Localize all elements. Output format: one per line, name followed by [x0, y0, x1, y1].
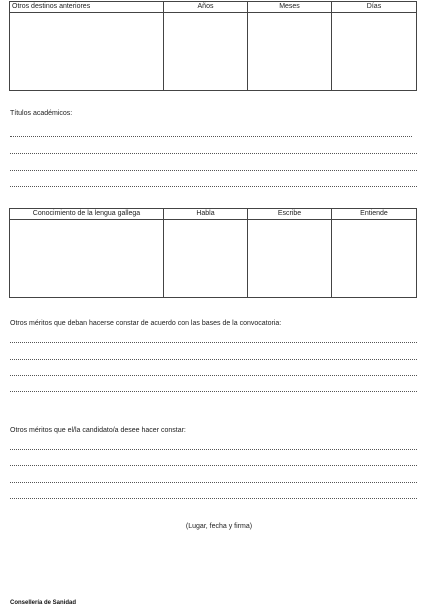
fill-line[interactable]	[10, 170, 417, 171]
previous-destinations-table	[9, 1, 417, 91]
column-header: Conocimiento de la lengua gallega	[10, 209, 164, 220]
table-row	[10, 220, 417, 298]
fill-line[interactable]	[10, 465, 417, 466]
fill-line[interactable]	[10, 359, 417, 360]
column-header: Escribe	[248, 209, 332, 220]
table-cell[interactable]	[10, 13, 164, 91]
fill-line[interactable]	[10, 342, 417, 343]
fill-line[interactable]	[10, 153, 417, 154]
place-date-signature: (Lugar, fecha y firma)	[185, 523, 253, 530]
table-cell[interactable]	[248, 13, 332, 91]
fill-line[interactable]	[10, 498, 417, 499]
fill-line[interactable]	[10, 186, 417, 187]
table-header-row	[10, 209, 417, 220]
table-cell[interactable]	[248, 220, 332, 298]
table-cell[interactable]	[164, 220, 248, 298]
column-header: Años	[164, 2, 248, 13]
table-cell[interactable]	[332, 220, 417, 298]
fill-line[interactable]	[10, 482, 417, 483]
column-header: Otros destinos anteriores	[10, 2, 164, 13]
fill-line[interactable]	[10, 375, 417, 376]
galician-language-table	[9, 208, 417, 298]
fill-line[interactable]	[10, 391, 417, 392]
table-cell[interactable]	[332, 13, 417, 91]
column-header: Entiende	[332, 209, 417, 220]
table-row	[10, 13, 417, 91]
table-cell[interactable]	[164, 13, 248, 91]
otros-meritos-bases-label: Otros méritos que deban hacerse constar de acuerdo con las bases de la convocatoria:	[10, 320, 282, 327]
footer-organization: Consellería de Sanidad	[10, 600, 77, 606]
fill-line[interactable]	[10, 449, 417, 450]
fill-line[interactable]	[10, 136, 412, 137]
table-header-row	[10, 2, 417, 13]
otros-meritos-candidato-label: Otros méritos que el/la candidato/a desee hacer constar:	[10, 427, 186, 434]
column-header: Días	[332, 2, 417, 13]
column-header: Habla	[164, 209, 248, 220]
table-cell[interactable]	[10, 220, 164, 298]
titulos-label: Títulos académicos:	[10, 110, 73, 117]
column-header: Meses	[248, 2, 332, 13]
